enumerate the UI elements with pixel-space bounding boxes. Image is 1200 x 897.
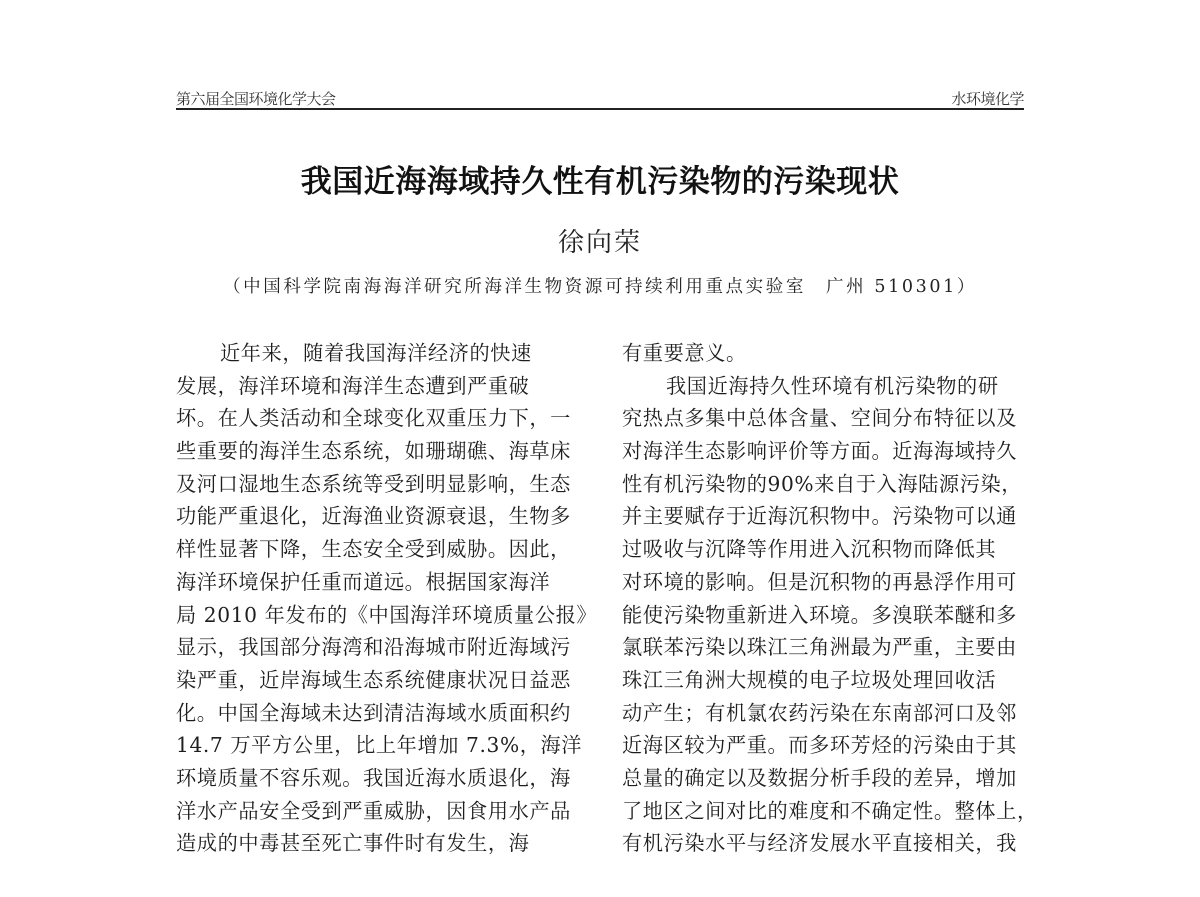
text-line: 些重要的海洋生态系统，如珊瑚礁、海草床 bbox=[176, 439, 571, 464]
text-line: 珠江三角洲大规模的电子垃圾处理回收活 bbox=[622, 667, 997, 692]
paper-title: 我国近海海域持久性有机污染物的污染现状 bbox=[300, 164, 900, 200]
text-line: 染严重，近岸海域生态系统健康状况日益恶 bbox=[176, 667, 571, 692]
text-line: 局 2010 年发布的《中国海洋环境质量公报》 bbox=[176, 602, 598, 627]
text-line: 有机污染水平与经济发展水平直接相关，我 bbox=[622, 831, 1017, 856]
text-line: 能使污染物重新进入环境。多溴联苯醚和多 bbox=[622, 602, 1017, 627]
text-line: 总量的确定以及数据分析手段的差异，增加 bbox=[622, 765, 1017, 790]
text-line: 并主要赋存于近海沉积物中。污染物可以通 bbox=[622, 504, 1017, 529]
body-right-column bbox=[622, 337, 1038, 860]
text-line: 究热点多集中总体含量、空间分布特征以及 bbox=[622, 406, 1017, 431]
body-left-column bbox=[176, 337, 598, 860]
paper-author: 徐向荣 bbox=[557, 228, 642, 258]
conference-name: 第六届全国环境化学大会 bbox=[176, 90, 336, 108]
text-line: 化。中国全海域未达到清洁海域水质面积约 bbox=[176, 700, 571, 725]
section-name: 水环境化学 bbox=[951, 90, 1024, 108]
text-line: 我国近海持久性环境有机污染物的研 bbox=[666, 373, 999, 398]
text-line: 坏。在人类活动和全球变化双重压力下，一 bbox=[176, 406, 571, 431]
text-line: 动产生；有机氯农药污染在东南部河口及邻 bbox=[622, 700, 1017, 725]
text-line: 造成的中毒甚至死亡事件时有发生，海 bbox=[176, 831, 530, 856]
text-line: 近海区较为严重。而多环芳烃的污染由于其 bbox=[622, 733, 1017, 758]
text-line: 氯联苯污染以珠江三角洲最为严重，主要由 bbox=[622, 635, 1017, 660]
text-line: 样性显著下降，生态安全受到威胁。因此， bbox=[176, 537, 571, 562]
text-line: 有重要意义。 bbox=[622, 341, 747, 365]
text-line: 14.7 万平方公里，比上年增加 7.3%，海洋 bbox=[176, 733, 583, 758]
text-line: 洋水产品安全受到严重威胁，因食用水产品 bbox=[176, 798, 571, 823]
text-line: 对海洋生态影响评价等方面。近海海域持久 bbox=[622, 439, 1017, 464]
text-line: 发展，海洋环境和海洋生态遭到严重破 bbox=[176, 373, 530, 398]
text-line: 过吸收与沉降等作用进入沉积物而降低其 bbox=[622, 537, 997, 562]
text-line: 性有机污染物的90%来自于入海陆源污染， bbox=[622, 471, 1023, 496]
text-line: 近年来，随着我国海洋经济的快速 bbox=[220, 341, 532, 365]
text-line: 显示，我国部分海湾和沿海城市附近海域污 bbox=[176, 635, 571, 660]
text-line: 环境质量不容乐观。我国近海水质退化，海 bbox=[176, 765, 571, 790]
running-header bbox=[176, 86, 1024, 110]
text-line: 对环境的影响。但是沉积物的再悬浮作用可 bbox=[622, 569, 1017, 594]
author-affiliation: （中国科学院南海海洋研究所海洋生物资源可持续利用重点实验室 广州 510301） bbox=[223, 277, 977, 297]
text-line: 功能严重退化，近海渔业资源衰退，生物多 bbox=[176, 504, 571, 529]
text-line: 了地区之间对比的难度和不确定性。整体上， bbox=[622, 798, 1038, 823]
text-line: 海洋环境保护任重而道远。根据国家海洋 bbox=[176, 569, 551, 594]
text-line: 及河口湿地生态系统等受到明显影响，生态 bbox=[176, 471, 571, 496]
